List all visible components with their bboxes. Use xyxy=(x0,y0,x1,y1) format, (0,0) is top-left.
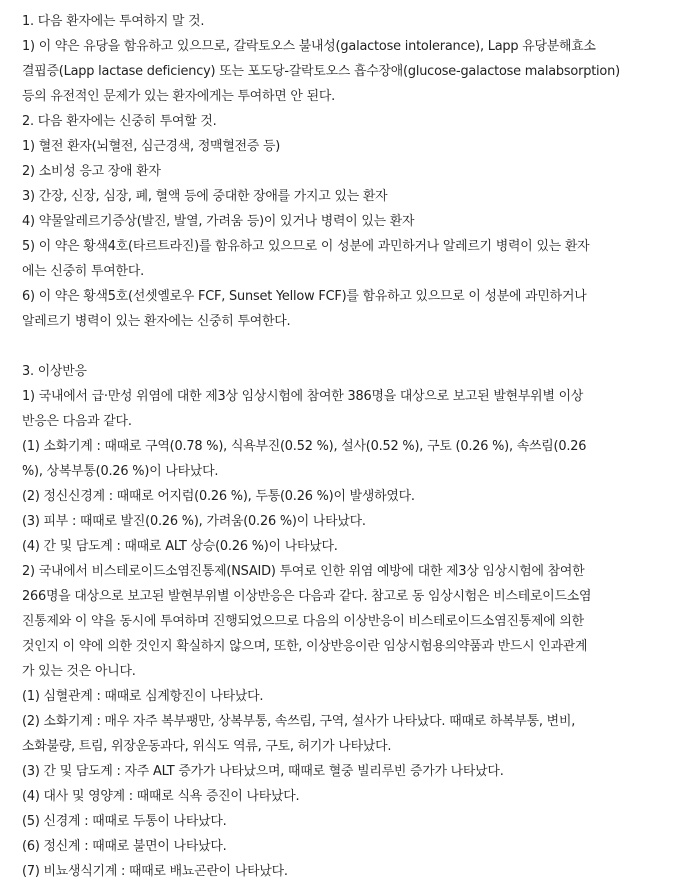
text-line: 5) 이 약은 황색4호(타르트라진)를 함유하고 있으므로 이 성분에 과민하거나 알레르기 병력이 있는 환자 xyxy=(22,239,590,254)
section-3-heading: 3. 이상반응 xyxy=(22,364,87,379)
text-line: 3) 간장, 신장, 심장, 폐, 혈액 등에 중대한 장애를 가지고 있는 환자 xyxy=(22,189,388,204)
text-line: 진통제와 이 약을 동시에 투여하며 진행되었으므로 다음의 이상반응이 비스테로이드소염진통제에 의한 xyxy=(22,614,584,629)
text-line: 것인지 이 약에 의한 것인지 확실하지 않으며, 또한, 이상반응이란 임상시험용의약품과 반드시 인과관계 xyxy=(22,639,588,654)
text-line: 결핍증(Lapp lactase deficiency) 또는 포도당-갈락토오스 흡수장애(glucose-galactose malabsorption) xyxy=(22,64,620,79)
text-line: (4) 대사 및 영양계 : 때때로 식욕 증진이 나타났다. xyxy=(22,789,300,804)
text-line: %), 상복부통(0.26 %)이 나타났다. xyxy=(22,464,219,479)
text-line: 266명을 대상으로 보고된 발현부위별 이상반응은 다음과 같다. 참고로 동 임상시험은 비스테로이드소염 xyxy=(22,589,592,604)
text-line: 1) 혈전 환자(뇌혈전, 심근경색, 정맥혈전증 등) xyxy=(22,139,281,154)
text-line: (2) 정신신경계 : 때때로 어지럼(0.26 %), 두통(0.26 %)이 발생하였다. xyxy=(22,489,415,504)
section-2-heading: 2. 다음 환자에는 신중히 투여할 것. xyxy=(22,114,217,129)
text-line: 4) 약물알레르기증상(발진, 발열, 가려움 등)이 있거나 병력이 있는 환자 xyxy=(22,214,415,229)
blank-line xyxy=(22,334,676,359)
text-line: (5) 신경계 : 때때로 두통이 나타났다. xyxy=(22,814,227,829)
text-line: (4) 간 및 담도계 : 때때로 ALT 상승(0.26 %)이 나타났다. xyxy=(22,539,338,554)
text-line: 소화불량, 트림, 위장운동과다, 위식도 역류, 구토, 허기가 나타났다. xyxy=(22,739,392,754)
text-line: 1) 국내에서 급·만성 위염에 대한 제3상 임상시험에 참여한 386명을 대상으로 보고된 발현부위별 이상 xyxy=(22,389,584,404)
text-line: (7) 비뇨생식기계 : 때때로 배뇨곤란이 나타났다. xyxy=(22,864,288,879)
text-line: (2) 소화기계 : 매우 자주 복부팽만, 상복부통, 속쓰림, 구역, 설사가 나타났다. 때때로 하복부통, 변비, xyxy=(22,714,576,729)
text-line: 등의 유전적인 문제가 있는 환자에게는 투여하면 안 된다. xyxy=(22,89,335,104)
text-line: 1) 이 약은 유당을 함유하고 있으므로, 갈락토오스 불내성(galactose intolerance), Lapp 유당분해효소 xyxy=(22,39,596,54)
text-line: (1) 심혈관계 : 때때로 심계항진이 나타났다. xyxy=(22,689,264,704)
text-line: 반응은 다음과 같다. xyxy=(22,414,132,429)
text-line: (3) 간 및 담도계 : 자주 ALT 증가가 나타났으며, 때때로 혈중 빌리루빈 증가가 나타났다. xyxy=(22,764,504,779)
text-line: (1) 소화기계 : 때때로 구역(0.78 %), 식욕부진(0.52 %), 설사(0.52 %), 구토 (0.26 %), 속쓰림(0.26 xyxy=(22,439,587,454)
text-line: (3) 피부 : 때때로 발진(0.26 %), 가려움(0.26 %)이 나타났다. xyxy=(22,514,366,529)
section-1-heading: 1. 다음 환자에는 투여하지 말 것. xyxy=(22,14,205,29)
text-line: 6) 이 약은 황색5호(선셋옐로우 FCF, Sunset Yellow FCF)를 함유하고 있으므로 이 성분에 과민하거나 xyxy=(22,289,587,304)
text-line: 가 있는 것은 아니다. xyxy=(22,664,136,679)
text-line: 2) 소비성 응고 장애 환자 xyxy=(22,164,161,179)
text-line: 에는 신중히 투여한다. xyxy=(22,264,144,279)
text-line: 2) 국내에서 비스테로이드소염진통제(NSAID) 투여로 인한 위염 예방에 대한 제3상 임상시험에 참여한 xyxy=(22,564,585,579)
text-line: 알레르기 병력이 있는 환자에는 신중히 투여한다. xyxy=(22,314,291,329)
text-line: (6) 정신계 : 때때로 불면이 나타났다. xyxy=(22,839,227,854)
